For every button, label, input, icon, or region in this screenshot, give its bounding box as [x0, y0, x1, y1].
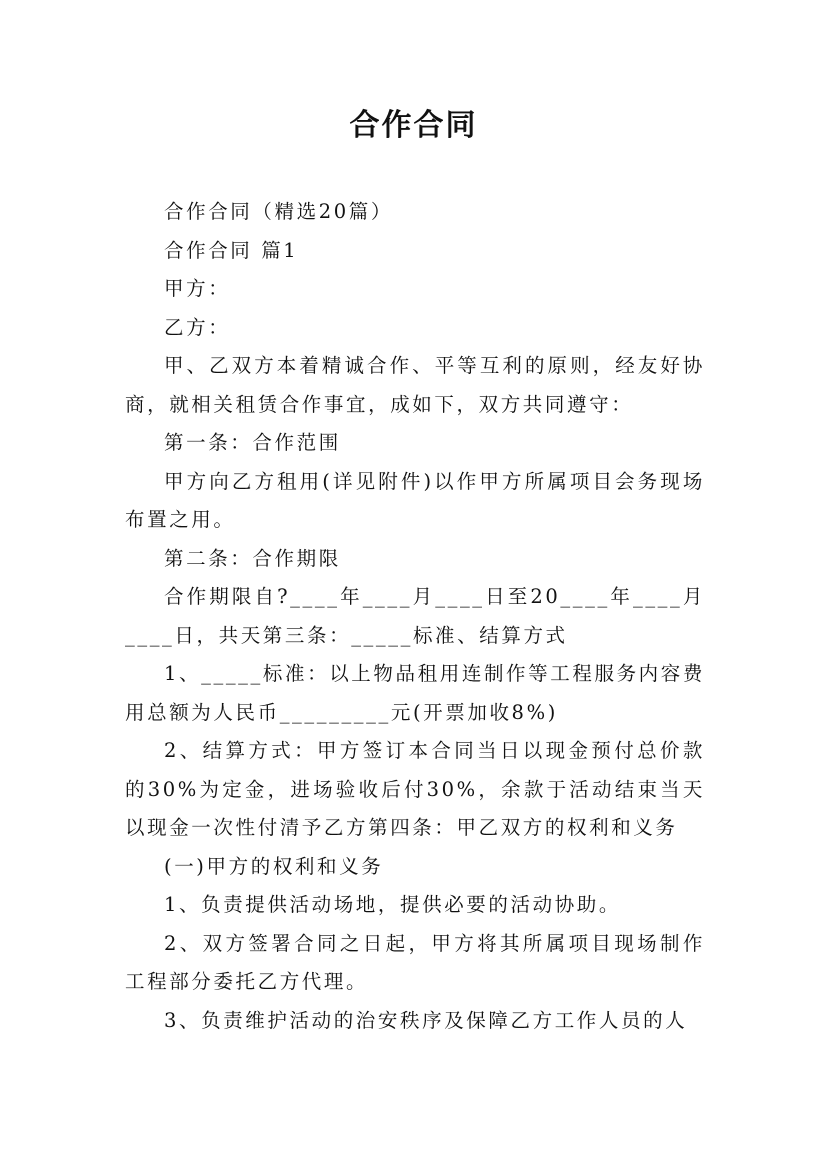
paragraph-article-2-heading: 第二条：合作期限: [164, 546, 341, 570]
paragraph-party-a-right-3: 3、负责维护活动的治安秩序及保障乙方工作人员的人: [164, 1008, 688, 1032]
document-title: 合作合同: [349, 108, 478, 143]
paragraph-section-heading: 合作合同 篇1: [164, 238, 299, 262]
paragraph-standard: 1、_____标准：以上物品租用连制作等工程服务内容费用总额为人民币_________元(开票加收8%): [125, 662, 705, 724]
paragraph-article-1-heading: 第一条：合作范围: [164, 431, 341, 454]
paragraph-party-a-right-1: 1、负责提供活动场地，提供必要的活动协助。: [164, 893, 622, 916]
paragraph-party-b: 乙方：: [164, 315, 231, 339]
paragraph-term: 合作期限自?____年____月____日至20____年____月____日，共天第三条：_____标准、结算方式: [125, 585, 705, 647]
paragraph-party-a: 甲方：: [164, 277, 231, 300]
paragraph-settlement: 2、结算方式：甲方签订本合同当日以现金预付总价款的30%为定金，进场验收后付30%，余款于活动结束当天以现金一次性付清予乙方第四条：甲乙双方的权利和义务: [125, 739, 705, 839]
paragraph-subtitle: 合作合同（精选20篇）: [164, 200, 393, 223]
paragraph-party-a-rights-heading: (一)甲方的权利和义务: [164, 854, 384, 878]
document-body: [125, 193, 705, 1040]
paragraph-preamble: 甲、乙双方本着精诚合作、平等互利的原则，经友好协商，就相关租赁合作事宜，成如下，双方共同遵守：: [125, 354, 705, 416]
paragraph-party-a-right-2: 2、双方签署合同之日起，甲方将其所属项目现场制作工程部分委托乙方代理。: [125, 931, 705, 993]
paragraph-article-1-body: 甲方向乙方租用(详见附件)以作甲方所属项目会务现场布置之用。: [125, 469, 705, 531]
